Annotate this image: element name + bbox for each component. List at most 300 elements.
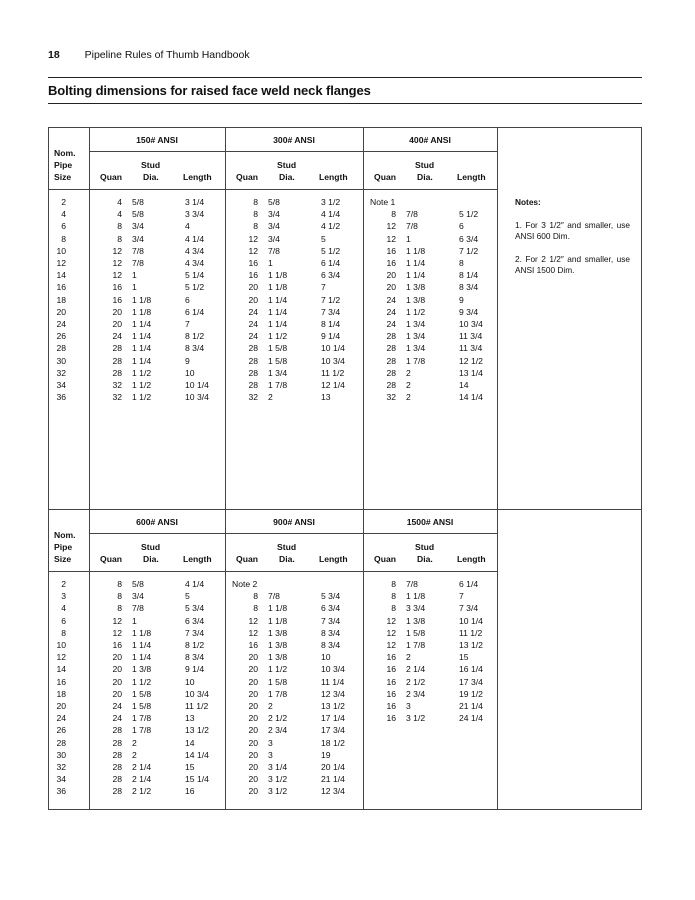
- length-header: Length: [457, 172, 486, 182]
- quan-header: Quan: [374, 554, 396, 564]
- dia-cell: 7/8: [132, 258, 144, 268]
- title-rule: [48, 103, 642, 104]
- column-separator: [363, 127, 364, 810]
- dia-cell: 1 3/4: [406, 343, 426, 354]
- dia-header: Dia.: [417, 554, 433, 564]
- dia-cell: 3/4: [268, 209, 280, 220]
- length-cell: 12 3/4: [321, 688, 345, 699]
- length-cell: 9 1/4: [185, 664, 205, 675]
- quan-cell: 12: [248, 627, 258, 638]
- quan-cell: 20: [248, 701, 258, 711]
- pipe-size-cell: 30: [56, 355, 66, 366]
- length-cell: 3 1/4: [185, 197, 205, 207]
- header-rule: [48, 77, 642, 78]
- length-cell: 11 1/2: [459, 627, 483, 638]
- dia-cell: 3 1/2: [268, 786, 288, 797]
- quan-cell: 12: [112, 615, 122, 626]
- dia-header: Dia.: [143, 554, 159, 564]
- nom-pipe-size-header: Pipe: [54, 160, 73, 170]
- pipe-size-cell: 8: [61, 233, 66, 244]
- length-cell: 15: [459, 652, 469, 663]
- quan-cell: 12: [112, 270, 122, 281]
- length-cell: 8 3/4: [459, 282, 479, 293]
- length-header: Length: [457, 554, 486, 564]
- dia-cell: 1 1/2: [132, 367, 152, 378]
- length-cell: 10 3/4: [321, 355, 345, 366]
- length-cell: 8 1/4: [321, 319, 341, 329]
- dia-cell: 1 1/8: [132, 627, 152, 638]
- quan-cell: 32: [386, 392, 396, 403]
- note-2: 2. For 2 1/2″ and smaller, use ANSI 1500 Dim.: [515, 253, 630, 275]
- length-cell: 9 3/4: [459, 306, 479, 317]
- dia-cell: 1 3/4: [406, 331, 426, 342]
- quan-header: Quan: [374, 172, 396, 182]
- quan-cell: 28: [248, 380, 258, 390]
- dia-cell: 7/8: [406, 579, 418, 589]
- dia-cell: 7/8: [132, 603, 144, 614]
- quan-cell: 24: [386, 306, 396, 317]
- dia-cell: 1: [132, 615, 137, 626]
- quan-cell: 20: [248, 282, 258, 293]
- length-cell: 14 1/4: [185, 749, 209, 760]
- dia-cell: 1 5/8: [268, 676, 288, 687]
- quan-cell: 12: [112, 258, 122, 268]
- length-header: Length: [183, 554, 212, 564]
- length-cell: 8 1/4: [459, 270, 479, 281]
- stud-header: Stud: [277, 160, 297, 170]
- pipe-size-cell: 10: [56, 640, 66, 650]
- length-cell: 11 3/4: [459, 343, 483, 354]
- dia-cell: 1 1/2: [268, 331, 288, 342]
- quan-cell: 8: [117, 603, 122, 614]
- dia-cell: 1 7/8: [132, 725, 152, 736]
- pipe-size-cell: 36: [56, 392, 66, 403]
- quan-cell: 8: [391, 603, 396, 614]
- dia-cell: 2 3/4: [406, 688, 426, 699]
- pipe-size-cell: 2: [61, 197, 66, 207]
- dia-cell: 1 1/4: [132, 319, 152, 329]
- quan-cell: 8: [253, 197, 258, 207]
- stud-header: Stud: [415, 542, 435, 552]
- quan-cell: 20: [112, 652, 122, 663]
- quan-cell: 16: [386, 664, 396, 675]
- dia-cell: 1 1/4: [406, 258, 426, 268]
- quan-cell: 20: [112, 664, 122, 675]
- length-cell: 6 1/4: [459, 579, 479, 589]
- length-cell: 21 1/4: [321, 774, 345, 785]
- length-cell: 7: [459, 591, 464, 602]
- dia-cell: 3/4: [132, 233, 144, 244]
- quan-cell: 24: [248, 306, 258, 317]
- length-cell: 17 3/4: [321, 725, 345, 736]
- class-header: 300# ANSI: [273, 135, 315, 145]
- dia-cell: 1 1/2: [132, 676, 152, 687]
- length-cell: 9 1/4: [321, 331, 341, 342]
- quan-cell: 4: [117, 209, 122, 220]
- pipe-size-cell: 10: [56, 245, 66, 256]
- dia-cell: 1 5/8: [268, 343, 288, 354]
- quan-cell: 28: [112, 774, 122, 785]
- dia-header: Dia.: [279, 172, 295, 182]
- note-reference: Note 1: [370, 197, 396, 207]
- quan-cell: 16: [386, 258, 396, 268]
- quan-cell: 20: [248, 652, 258, 663]
- length-cell: 14 1/4: [459, 392, 483, 403]
- quan-header: Quan: [100, 172, 122, 182]
- length-cell: 15 1/4: [185, 774, 209, 785]
- class-header: 600# ANSI: [136, 517, 178, 527]
- length-cell: 12 3/4: [321, 786, 345, 797]
- quan-header: Quan: [100, 554, 122, 564]
- pipe-size-cell: 20: [56, 701, 66, 711]
- quan-cell: 28: [386, 380, 396, 390]
- quan-cell: 16: [248, 270, 258, 281]
- quan-cell: 20: [112, 306, 122, 317]
- dia-cell: 1 1/8: [268, 270, 288, 281]
- dia-cell: 2: [406, 392, 411, 403]
- dia-cell: 2 1/2: [268, 713, 288, 724]
- dia-cell: 3: [268, 749, 273, 760]
- pipe-size-cell: 28: [56, 737, 66, 748]
- quan-cell: 8: [253, 603, 258, 614]
- length-cell: 7 3/4: [459, 603, 479, 614]
- class-header: 900# ANSI: [273, 517, 315, 527]
- length-cell: 5: [321, 233, 326, 244]
- length-cell: 4 3/4: [185, 258, 205, 268]
- quan-cell: 20: [248, 676, 258, 687]
- length-cell: 10 3/4: [185, 392, 209, 403]
- length-cell: 15: [185, 762, 195, 772]
- length-cell: 5 3/4: [321, 591, 341, 602]
- length-cell: 7 3/4: [321, 615, 341, 626]
- quan-cell: 8: [117, 221, 122, 232]
- class-header: 150# ANSI: [136, 135, 178, 145]
- column-header-rule: [48, 571, 497, 572]
- quan-cell: 28: [112, 786, 122, 797]
- quan-cell: 32: [248, 392, 258, 403]
- length-cell: 5 3/4: [185, 603, 205, 614]
- length-cell: 7: [185, 319, 190, 329]
- length-cell: 8 1/2: [185, 331, 205, 342]
- dia-cell: 2: [268, 701, 273, 711]
- dia-cell: 2 1/2: [406, 676, 426, 687]
- pipe-size-cell: 14: [56, 270, 66, 281]
- column-header-rule: [48, 189, 497, 190]
- quan-cell: 20: [248, 786, 258, 797]
- length-cell: 6 1/4: [321, 258, 341, 268]
- quan-cell: 28: [112, 737, 122, 748]
- quan-cell: 16: [248, 258, 258, 268]
- quan-cell: 28: [112, 343, 122, 354]
- quan-header: Quan: [236, 172, 258, 182]
- length-cell: 8 1/2: [185, 640, 205, 650]
- quan-cell: 20: [248, 762, 258, 772]
- length-cell: 10: [185, 367, 195, 378]
- dia-cell: 3 3/4: [406, 603, 426, 614]
- nom-pipe-size-header: Size: [54, 172, 72, 182]
- length-cell: 17 1/4: [321, 713, 345, 724]
- quan-cell: 20: [112, 688, 122, 699]
- dia-cell: 1 1/8: [406, 591, 426, 602]
- quan-cell: 16: [386, 688, 396, 699]
- dia-cell: 1 7/8: [132, 713, 152, 724]
- dia-cell: 2: [132, 737, 137, 748]
- quan-cell: 20: [248, 294, 258, 305]
- pipe-size-cell: 36: [56, 786, 66, 797]
- quan-cell: 20: [386, 270, 396, 281]
- stud-header: Stud: [141, 542, 161, 552]
- quan-cell: 12: [386, 233, 396, 244]
- dia-cell: 1: [406, 233, 411, 244]
- length-cell: 16: [185, 786, 195, 797]
- length-cell: 4 1/4: [321, 209, 341, 220]
- quan-cell: 8: [117, 579, 122, 589]
- page-number: 18: [48, 49, 60, 61]
- dia-cell: 1 1/2: [132, 380, 152, 390]
- length-cell: 12 1/2: [459, 355, 483, 366]
- class-header: 1500# ANSI: [406, 517, 454, 527]
- dia-cell: 3: [406, 701, 411, 711]
- length-cell: 8 3/4: [321, 627, 341, 638]
- length-cell: 11 1/4: [321, 676, 345, 687]
- quan-cell: 20: [112, 676, 122, 687]
- quan-cell: 28: [112, 749, 122, 760]
- quan-cell: 28: [248, 355, 258, 366]
- length-cell: 4 3/4: [185, 245, 205, 256]
- quan-cell: 16: [386, 245, 396, 256]
- length-cell: 17 3/4: [459, 676, 483, 687]
- dia-cell: 7/8: [132, 245, 144, 256]
- dia-cell: 1 7/8: [268, 688, 288, 699]
- quan-cell: 8: [391, 591, 396, 602]
- quan-cell: 24: [386, 294, 396, 305]
- length-cell: 16 1/4: [459, 664, 483, 675]
- quan-cell: 16: [112, 640, 122, 650]
- quan-cell: 20: [248, 713, 258, 724]
- length-cell: 10: [185, 676, 195, 687]
- quan-cell: 8: [391, 579, 396, 589]
- pipe-size-cell: 32: [56, 762, 66, 772]
- length-cell: 4 1/4: [185, 579, 205, 589]
- pipe-size-cell: 18: [56, 294, 66, 305]
- pipe-size-cell: 12: [56, 652, 66, 663]
- length-cell: 20 1/4: [321, 762, 345, 772]
- dia-cell: 7/8: [268, 245, 280, 256]
- quan-cell: 20: [112, 319, 122, 329]
- dia-cell: 5/8: [268, 197, 280, 207]
- pipe-size-cell: 32: [56, 367, 66, 378]
- length-cell: 3 1/2: [321, 197, 341, 207]
- length-cell: 10: [321, 652, 331, 663]
- dia-cell: 1 3/8: [132, 664, 152, 675]
- quan-cell: 12: [112, 627, 122, 638]
- quan-cell: 20: [248, 737, 258, 748]
- dia-cell: 1 1/4: [132, 331, 152, 342]
- dia-cell: 3/4: [132, 591, 144, 602]
- column-separator: [89, 127, 90, 810]
- quan-cell: 28: [386, 367, 396, 378]
- dia-cell: 2 1/4: [132, 762, 152, 772]
- notes-panel: [515, 197, 630, 287]
- pipe-size-cell: 24: [56, 319, 66, 329]
- dia-cell: 7/8: [268, 591, 280, 602]
- quan-cell: 24: [112, 701, 122, 711]
- stud-header: Stud: [277, 542, 297, 552]
- length-header: Length: [319, 554, 348, 564]
- length-cell: 8 3/4: [185, 343, 205, 354]
- quan-cell: 12: [248, 615, 258, 626]
- dia-cell: 1 1/8: [132, 306, 152, 317]
- length-cell: 5 1/2: [321, 245, 341, 256]
- quan-cell: 20: [248, 749, 258, 760]
- quan-cell: 4: [117, 197, 122, 207]
- dia-cell: 2 1/4: [406, 664, 426, 675]
- dia-cell: 1 5/8: [268, 355, 288, 366]
- dia-cell: 2: [268, 392, 273, 403]
- dia-cell: 1 1/8: [268, 603, 288, 614]
- dia-cell: 1: [132, 270, 137, 281]
- quan-cell: 24: [386, 319, 396, 329]
- quan-cell: 28: [112, 725, 122, 736]
- length-cell: 10 3/4: [321, 664, 345, 675]
- length-cell: 13 1/2: [185, 725, 209, 736]
- length-cell: 6: [185, 294, 190, 305]
- dia-cell: 5/8: [132, 209, 144, 220]
- length-cell: 10 1/4: [321, 343, 345, 354]
- dia-cell: 1 1/4: [132, 652, 152, 663]
- notes-heading: Notes:: [515, 197, 541, 207]
- length-cell: 13: [321, 392, 331, 403]
- stud-header: Stud: [141, 160, 161, 170]
- nom-pipe-size-header: Pipe: [54, 542, 73, 552]
- quan-cell: 16: [248, 640, 258, 650]
- dia-cell: 1 3/8: [268, 627, 288, 638]
- length-cell: 13 1/4: [459, 367, 483, 378]
- length-cell: 6 3/4: [321, 270, 341, 281]
- length-cell: 5 1/2: [459, 209, 479, 220]
- length-cell: 4 1/2: [321, 221, 341, 232]
- length-cell: 21 1/4: [459, 701, 483, 711]
- quan-cell: 12: [386, 627, 396, 638]
- dia-cell: 1 1/8: [406, 245, 426, 256]
- dia-cell: 1 3/4: [268, 367, 288, 378]
- quan-cell: 28: [386, 343, 396, 354]
- dia-cell: 1 3/8: [406, 294, 426, 305]
- dia-cell: 2: [406, 367, 411, 378]
- quan-cell: 8: [117, 591, 122, 602]
- class-header: 400# ANSI: [409, 135, 451, 145]
- pipe-size-cell: 18: [56, 688, 66, 699]
- dia-cell: 5/8: [132, 579, 144, 589]
- pipe-size-cell: 2: [61, 579, 66, 589]
- length-cell: 19: [321, 749, 331, 760]
- dia-cell: 3/4: [268, 221, 280, 232]
- dia-cell: 2: [132, 749, 137, 760]
- dia-cell: 2 1/4: [132, 774, 152, 785]
- length-cell: 10 1/4: [185, 380, 209, 390]
- dia-cell: 3 1/2: [406, 713, 426, 724]
- section-divider: [48, 509, 642, 510]
- quan-cell: 28: [112, 762, 122, 772]
- dia-cell: 1 1/2: [132, 392, 152, 403]
- length-header: Length: [183, 172, 212, 182]
- quan-cell: 24: [248, 331, 258, 342]
- length-cell: 6 1/4: [185, 306, 205, 317]
- dia-cell: 1 7/8: [406, 355, 426, 366]
- dia-cell: 1 1/2: [268, 664, 288, 675]
- quan-header: Quan: [236, 554, 258, 564]
- dia-cell: 1 3/8: [268, 652, 288, 663]
- dia-cell: 3/4: [132, 221, 144, 232]
- length-cell: 13 1/2: [459, 640, 483, 650]
- length-cell: 5: [185, 591, 190, 602]
- dia-cell: 1 3/8: [406, 282, 426, 293]
- pipe-size-cell: 14: [56, 664, 66, 675]
- pipe-size-cell: 8: [61, 627, 66, 638]
- pipe-size-cell: 3: [61, 591, 66, 602]
- pipe-size-cell: 26: [56, 725, 66, 736]
- length-cell: 10 3/4: [459, 319, 483, 329]
- dia-cell: 7/8: [406, 209, 418, 220]
- pipe-size-cell: 16: [56, 676, 66, 687]
- dia-cell: 3/4: [268, 233, 280, 244]
- dia-cell: 1 3/8: [268, 640, 288, 650]
- pipe-size-cell: 12: [56, 258, 66, 268]
- quan-cell: 28: [112, 355, 122, 366]
- quan-cell: 24: [112, 713, 122, 724]
- length-header: Length: [319, 172, 348, 182]
- dia-header: Dia.: [143, 172, 159, 182]
- pipe-size-cell: 30: [56, 749, 66, 760]
- note-reference: Note 2: [232, 579, 258, 589]
- length-cell: 7: [321, 282, 326, 293]
- quan-cell: 8: [117, 233, 122, 244]
- length-cell: 9: [459, 294, 464, 305]
- column-separator: [225, 127, 226, 810]
- length-cell: 4 1/4: [185, 233, 205, 244]
- dia-cell: 5/8: [132, 197, 144, 207]
- dia-cell: 1 1/4: [268, 294, 288, 305]
- quan-cell: 12: [386, 615, 396, 626]
- dia-cell: 1 1/8: [268, 615, 288, 626]
- page-header: [48, 49, 250, 61]
- quan-cell: 16: [112, 282, 122, 293]
- length-cell: 8 3/4: [185, 652, 205, 663]
- dia-cell: 1 1/4: [132, 640, 152, 650]
- dia-cell: 3: [268, 737, 273, 748]
- pipe-size-cell: 24: [56, 713, 66, 724]
- quan-cell: 12: [112, 245, 122, 256]
- length-cell: 9: [185, 355, 190, 366]
- length-cell: 7 3/4: [321, 306, 341, 317]
- quan-cell: 8: [391, 209, 396, 220]
- quan-cell: 16: [386, 652, 396, 663]
- quan-cell: 24: [248, 319, 258, 329]
- length-cell: 4: [185, 221, 190, 232]
- quan-cell: 8: [253, 221, 258, 232]
- quan-cell: 12: [248, 233, 258, 244]
- length-cell: 14: [459, 380, 469, 390]
- quan-cell: 12: [248, 245, 258, 256]
- length-cell: 6: [459, 221, 464, 232]
- length-cell: 8 3/4: [321, 640, 341, 650]
- pipe-size-cell: 4: [61, 603, 66, 614]
- dia-cell: 1 1/4: [132, 343, 152, 354]
- length-cell: 10 1/4: [459, 615, 483, 626]
- pipe-size-cell: 4: [61, 209, 66, 220]
- dia-cell: 1 5/8: [132, 688, 152, 699]
- dia-cell: 1 1/4: [406, 270, 426, 281]
